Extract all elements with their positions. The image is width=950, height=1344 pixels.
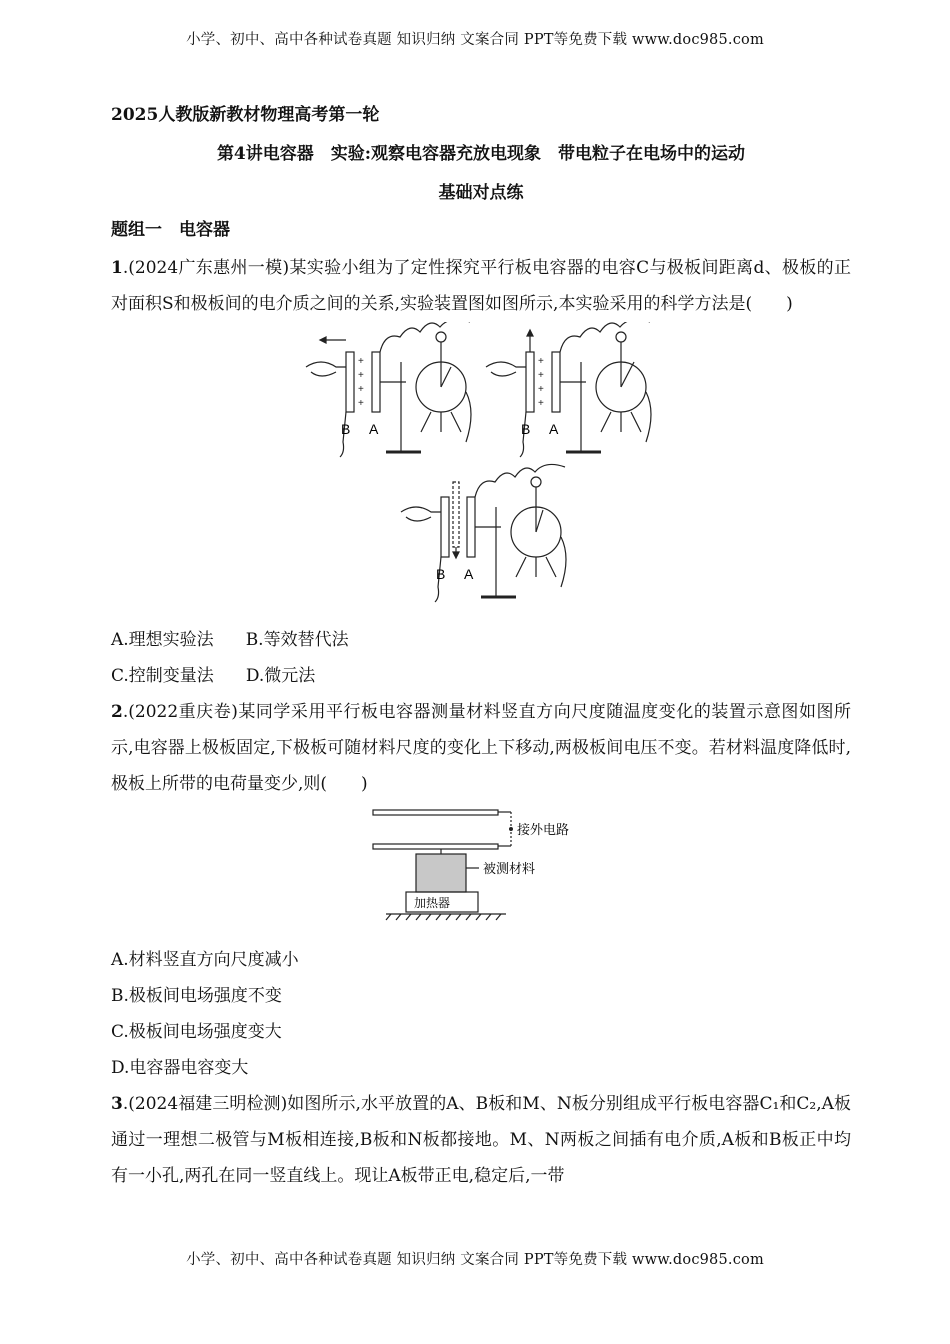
svg-text:+: + [358,370,364,381]
question-1-options-row2 [111,658,851,694]
fig2-label-material: 被测材料 [483,861,536,876]
svg-text:+: + [538,356,544,367]
page-header: 小学、初中、高中各种试卷真题 知识归纳 文案合同 PPT等免费下载 www.doc985.com [186,32,764,48]
q2-option-a[interactable]: A.材料竖直方向尺度减小 [111,950,299,970]
fig2-label-circuit: 接外电路 [517,822,570,837]
q1-option-d[interactable]: D.微元法 [245,666,316,686]
group-heading: 题组一 电容器 [111,220,230,240]
section-title: 基础对点练 [438,183,524,203]
fig1-label-a3: A [464,566,474,582]
question-1 [111,250,851,322]
svg-text:+: + [358,356,364,367]
question-1-figure [111,322,851,622]
q2-option-b[interactable]: B.极板间电场强度不变 [111,986,282,1006]
lesson-title: 第4讲电容器 实验:观察电容器充放电现象 带电粒子在电场中的运动 [216,144,746,164]
question-2 [111,694,851,802]
q1-option-c[interactable]: C.控制变量法 [111,666,214,686]
doc-title: 2025人教版新教材物理高考第一轮 [111,105,380,125]
question-3 [111,1086,851,1194]
q2-option-d[interactable]: D.电容器电容变大 [111,1058,249,1078]
question-3-number: 3 [111,1094,123,1114]
svg-text:+: + [358,384,364,395]
question-2-number: 2 [111,702,123,722]
fig1-label-a2: A [549,421,559,437]
q1-option-a[interactable]: A.理想实验法 [111,630,214,650]
svg-text:+: + [538,370,544,381]
fig1-label-a1: A [369,421,379,437]
fig1-label-b1: B [341,421,351,437]
question-1-text: .(2024广东惠州一模)某实验小组为了定性探究平行板电容器的电容C与极板间距离d、极板的正对面积S和极板间的电介质之间的关系,实验装置图如图所示,本实验采用的科学方法是( ) [111,258,851,314]
question-3-text: .(2024福建三明检测)如图所示,水平放置的A、B板和M、N板分别组成平行板电容器C₁和C₂,A板通过一理想二极管与M板相连接,B板和N板都接地。M、N两板之间插有电介质,A板和B板正中均有一小孔,两孔在同一竖直线上。现让A板带正电,稳定后,一带 [111,1094,851,1186]
question-2-figure [111,802,851,942]
fig2-label-heater: 加热器 [414,896,451,910]
page-footer: 小学、初中、高中各种试卷真题 知识归纳 文案合同 PPT等免费下载 www.doc985.com [186,1252,764,1268]
capacitor-measurement-diagram [111,802,851,942]
question-2-text: .(2022重庆卷)某同学采用平行板电容器测量材料竖直方向尺度随温度变化的装置示意图如图所示,电容器上极板固定,下极板可随材料尺度的变化上下移动,两极板间电压不变。若材料温度降低时,极板上所带的电荷量变少,则( ) [111,702,851,794]
svg-text:+: + [538,398,544,409]
fig1-label-b3: B [436,566,446,582]
question-1-options-row1 [111,622,851,658]
q2-option-c[interactable]: C.极板间电场强度变大 [111,1022,282,1042]
document-body [111,100,851,1194]
question-1-number: 1 [111,258,123,278]
electrometer-experiment-diagram [111,322,851,622]
fig1-label-b2: B [521,421,531,437]
q1-option-b[interactable]: B.等效替代法 [245,630,349,650]
svg-text:+: + [358,398,364,409]
svg-text:+: + [538,384,544,395]
